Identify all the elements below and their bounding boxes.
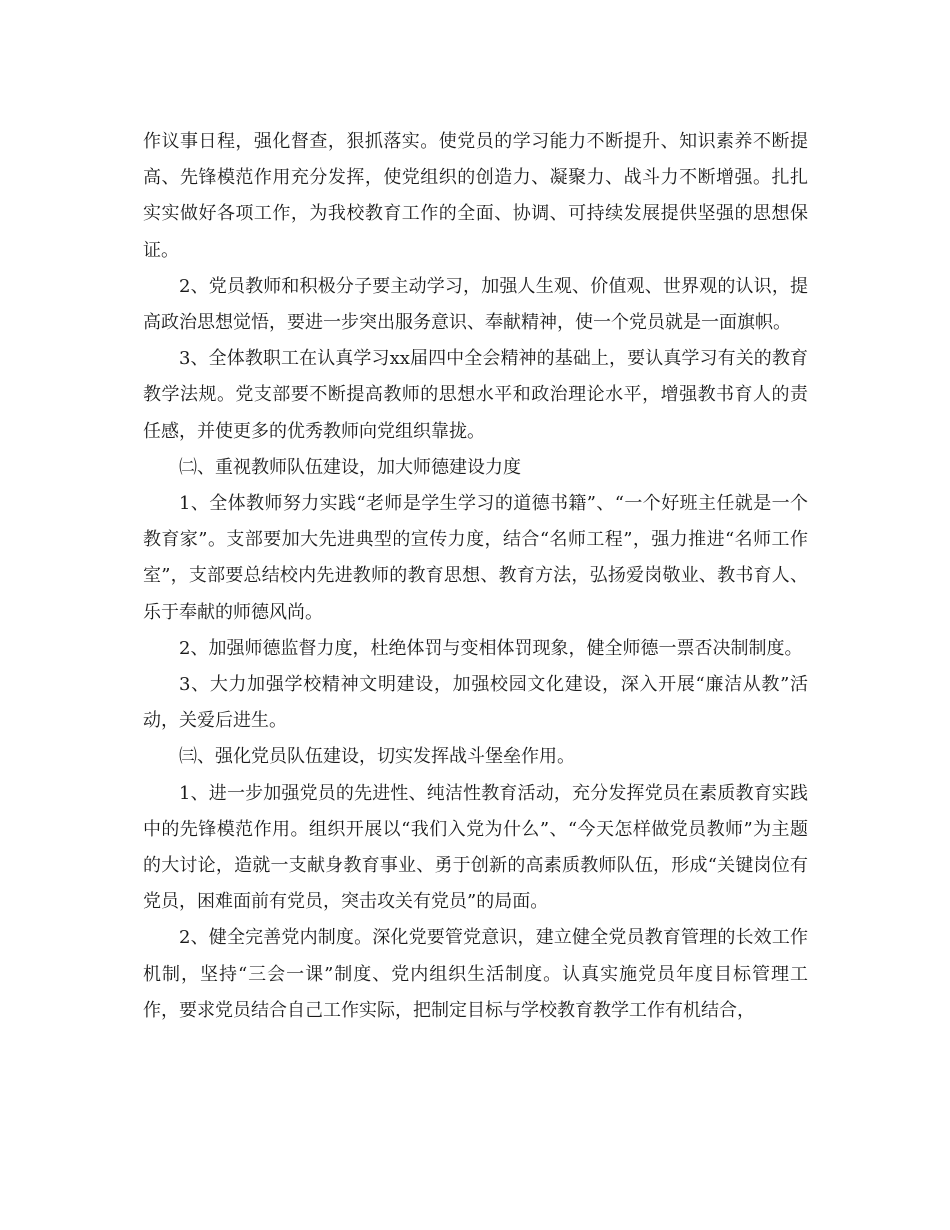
paragraph-item-2-supervision: 2、加强师德监督力度，杜绝体罚与变相体罚现象，健全师德一票否决制制度。 (179, 637, 803, 659)
paragraph-continuation: 作议事日程，强化督查，狠抓落实。使党员的学习能力不断提升、知识素养不断提高、先锋模范作用充分发挥，使党组织的创造力、凝聚力、战斗力不断增强。扎扎实实做好各项工作，为我校教育工作的全面、协调、可持续发展提供坚强的思想保证。 (143, 131, 808, 261)
paragraph-item-3-regulations: 3、全体教职工在认真学习xx届四中全会精神的基础上，要认真学习有关的教育教学法规。党支部要不断提高教师的思想水平和政治理论水平，增强教书育人的责任感，并使更多的优秀教师向党组织靠拢。 (143, 348, 808, 442)
paragraph-item-2-study: 2、党员教师和积极分子要主动学习，加强人生观、价值观、世界观的认识，提高政治思想觉悟，要进一步突出服务意识、奉献精神，使一个党员就是一面旗帜。 (143, 275, 808, 334)
document-body (143, 124, 808, 1029)
paragraph-item-3-civilization: 3、大力加强学校精神文明建设，加强校园文化建设，深入开展“廉洁从教”活动，关爱后进生。 (143, 674, 808, 732)
paragraph-item-1-advancement: 1、进一步加强党员的先进性、纯洁性教育活动，充分发挥党员在素质教育实践中的先锋模范作用。组织开展以“我们入党为什么”、“今天怎样做党员教师”为主题的大讨论，造就一支献身教育事业、勇于创新的高素质教师队伍，形成“关键岗位有党员，困难面前有党员，突击攻关有党员”的局面。 (143, 782, 808, 913)
paragraph-item-2-institutions: 2、健全完善党内制度。深化党要管党意识，建立健全党员教育管理的长效工作机制，坚持“三会一课”制度、党内组织生活制度。认真实施党员年度目标管理工作，要求党员结合自己工作实际，把制定目标与学校教育教学工作有机结合， (143, 927, 808, 1021)
paragraph-item-1-practice: 1、全体教师努力实践“老师是学生学习的道德书籍”、“一个好班主任就是一个教育家”。支部要加大先进典型的宣传力度，结合“名师工程”，强力推进“名师工作室”，支部要总结校内先进教师的教育思想、教育方法，弘扬爱岗敬业、教书育人、乐于奉献的师德风尚。 (143, 493, 808, 623)
section-heading-3: ㈢、强化党员队伍建设，切实发挥战斗堡垒作用。 (179, 746, 575, 768)
section-heading-2: ㈡、重视教师队伍建设，加大师德建设力度 (179, 456, 521, 478)
